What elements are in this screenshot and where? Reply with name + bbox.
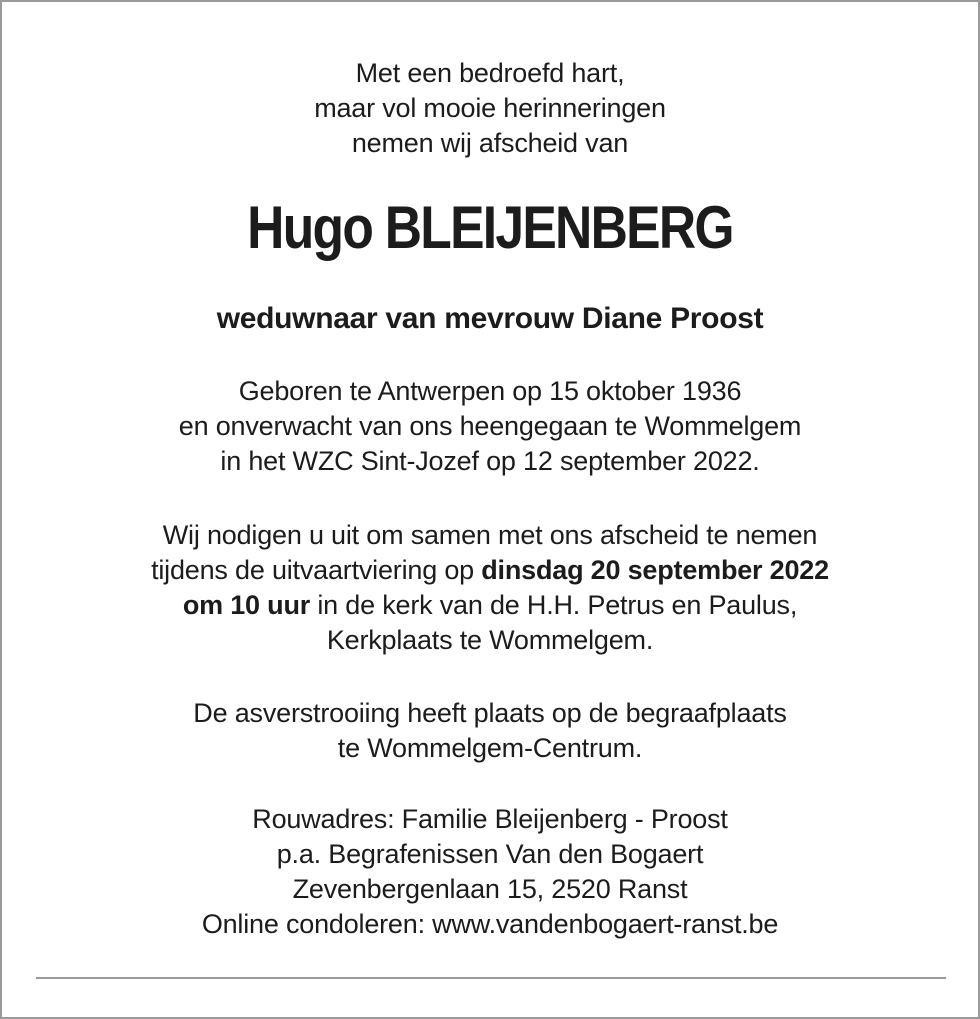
address-line-1: Rouwadres: Familie Bleijenberg - Proost [252,804,728,834]
intro-line-1: Met een bedroefd hart, [355,58,625,88]
birth-death-text [2,374,978,479]
invitation-line-3-suffix: in de kerk van de H.H. Petrus en Paulus, [310,590,798,620]
invitation-line-4: Kerkplaats te Wommelgem. [326,625,654,655]
born-line-2: en onverwacht van ons heengegaan te Wommelgem [178,411,802,441]
invitation-line-2 [2,553,978,588]
scattering-line-2: te Wommelgem-Centrum. [337,733,643,763]
intro-line-3: nemen wij afscheid van [351,128,629,158]
funeral-date: dinsdag 20 september 2022 [481,555,829,585]
invitation-line-2-prefix: tijdens de uitvaartviering op [151,555,482,585]
scattering-text [2,696,978,766]
born-line-3: in het WZC Sint-Jozef op 12 september 2022. [220,446,760,476]
address-line-3: Zevenbergenlaan 15, 2520 Ranst [292,874,688,904]
born-line-1: Geboren te Antwerpen op 15 oktober 1936 [238,376,742,406]
intro-line-2: maar vol mooie herinneringen [314,93,666,123]
mourning-address [2,802,978,942]
funeral-time: om 10 uur [182,590,311,620]
deceased-name: Hugo BLEIJENBERG [247,194,733,261]
invitation-line-1: Wij nodigen u uit om samen met ons afscheid te nemen [162,520,818,550]
scattering-line-1: De asverstrooiing heeft plaats op de begraafplaats [193,698,787,728]
intro-text [2,56,978,161]
address-line-2: p.a. Begrafenissen Van den Bogaert [276,839,704,869]
bottom-divider [36,977,946,979]
address-line-4: Online condoleren: www.vandenbogaert-ranst.be [201,909,779,939]
invitation-line-3 [2,588,978,623]
invitation-text [2,518,978,658]
widower-line: weduwnaar van mevrouw Diane Proost [216,302,764,335]
